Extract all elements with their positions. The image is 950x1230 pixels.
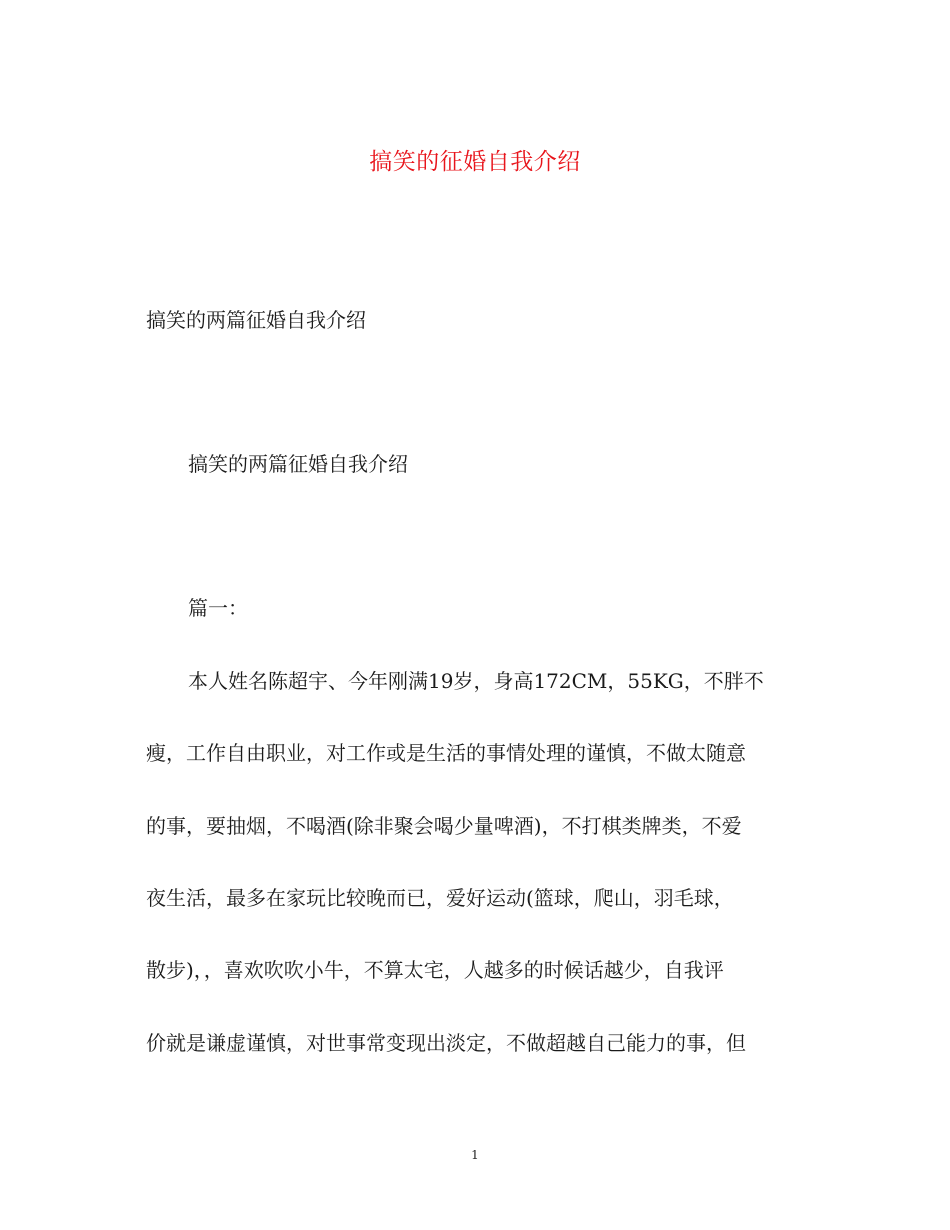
section-heading: 搞笑的两篇征婚自我介绍 <box>188 452 408 476</box>
section-label: 篇一： <box>188 596 248 620</box>
body-paragraph-line: 价就是谦虚谨慎，对世事常变现出淡定，不做超越自己能力的事，但 <box>146 1031 746 1055</box>
page-number: 1 <box>471 1148 479 1162</box>
document-title: 搞笑的征婚自我介绍 <box>369 149 581 175</box>
body-paragraph-line: 的事，要抽烟，不喝酒(除非聚会喝少量啤酒)，不打棋类牌类，不爱 <box>146 814 742 838</box>
body-paragraph-line: 瘦，工作自由职业，对工作或是生活的事情处理的谨慎，不做太随意 <box>146 741 746 765</box>
body-paragraph-line: 夜生活，最多在家玩比较晚而已，爱好运动(篮球，爬山，羽毛球， <box>146 886 734 910</box>
document-subtitle: 搞笑的两篇征婚自我介绍 <box>146 308 366 332</box>
body-paragraph-line: 本人姓名陈超宇、今年刚满19岁，身高172CM，55KG，不胖不 <box>188 669 764 693</box>
body-paragraph-line: 散步)，，喜欢吹吹小牛，不算太宅，人越多的时候话越少，自我评 <box>146 958 724 982</box>
